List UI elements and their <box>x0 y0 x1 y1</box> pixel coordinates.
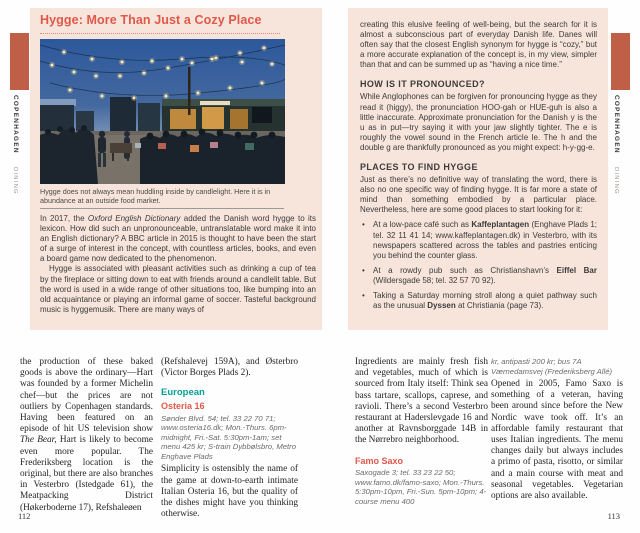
item-text: (Wildersgade 58; tel. 32 57 70 92). <box>373 275 496 285</box>
right-page-column-2 <box>491 357 623 502</box>
venue-name: Kaffeplantagen <box>471 220 530 230</box>
caption-rule <box>40 208 284 209</box>
left-tab-section-label: DINING <box>12 167 18 196</box>
title-dotted-rule <box>40 33 280 34</box>
hygge-places-list <box>360 220 597 311</box>
body-paragraph: (Refshalevej 159A), and Østerbro (Victor Borges Plads 2). <box>161 357 298 379</box>
item-text: (Enghave Plads 1; tel. 32 11 41 14; www.kaffeplantagen.dk) in Vesterbro, with its newspapers scattered across the tables and pastries enticing you behind the counter glass. <box>373 220 597 260</box>
list-item <box>360 220 597 260</box>
paragraph-text: In 2017, the <box>40 214 88 223</box>
feature-photo <box>40 39 285 184</box>
photo-caption: Hygge does not always mean huddling inside by candlelight. Here it is in abundance at an outside food market. <box>40 187 271 206</box>
body-paragraph: Opened in 2005, Famo Saxo is something of a veteran, having been around since before the New Nordic wave took off. It’s an affordable family restaurant that uses Italian ingredients. The menu changes daily but always includes a primo of pasta, risotto, or similar and a main course with meat and seasonal vegetables. Vegetarian options are also available. <box>491 379 623 502</box>
left-chapter-tab-labels <box>7 95 23 196</box>
places-intro-paragraph: Just as there’s no definitive way of translating the word, there is also no one specific way of finding hygge. It is far more a state of mind than something embodied by a particular place. Nevertheless, here are some good places to start looking for it: <box>360 175 597 215</box>
list-item <box>360 266 597 286</box>
bullet-dot-icon: • <box>362 265 365 275</box>
list-item-text <box>373 291 597 311</box>
item-text: at Christiania (page 73). <box>455 301 544 311</box>
list-item <box>360 291 597 311</box>
paragraph-text: Hart is likely to become even more popular. The Frederiksberg location is the original, but there are also branches in Vesterbro (Istedgade 61), the Meatpacking District (Høkerboderne 17), Refshaleøen <box>20 435 153 513</box>
listing-details-continued: kr, antipasti 200 kr; bus 7A Værnedamsvej (Frederiksberg Allé) <box>491 357 613 376</box>
listing-name: Famo Saxo <box>355 455 404 466</box>
italic-book-title: Oxford English Dictionary <box>87 214 181 223</box>
hygge-feature-box-right <box>348 8 608 330</box>
venue-name: Dyssen <box>427 301 456 311</box>
pronunciation-heading: HOW IS IT PRONOUNCED? <box>360 79 485 90</box>
feature-title: Hygge: More Than Just a Cozy Place <box>40 13 262 27</box>
places-heading: PLACES TO FIND HYGGE <box>360 162 478 173</box>
bullet-dot-icon: • <box>362 290 365 300</box>
left-chapter-tab-marker <box>10 33 29 90</box>
listing-name: Osteria 16 <box>161 401 205 412</box>
feature-continued-text <box>360 20 597 316</box>
italic-show-title: The Bear, <box>20 435 57 446</box>
list-item-text <box>373 220 597 260</box>
pronunciation-paragraph: While Anglophones can be forgiven for pronouncing hygge as they read it (higgy), the pronunciation HOO-gah or HUE-guh is also a little inaccurate. Approximate pronunciation for the Danish y is the u as in put—try saying it with your jaw slightly tighter. The e is roughly the vowel sound in the French article le. The h and the double g are thankfully pronounced as you might expect: h-y-gg-e. <box>360 92 597 152</box>
venue-name: Eiffel Bar <box>556 265 597 275</box>
body-paragraph <box>20 357 153 514</box>
listing-details: Sønder Blvd. 54; tel. 33 22 70 71; www.osteria16.dk; Mon.-Thurs. 6pm-midnight, Fri.-Sat. 5:30pm-1am; set menu 425 kr; S-train Dybbølsbro, Metro Enghave Plads <box>161 413 297 461</box>
item-text: At a rowdy pub such as Christianshavn’s <box>373 265 557 275</box>
right-chapter-tab-labels <box>608 95 624 196</box>
left-page-column-1 <box>20 357 153 514</box>
category-heading: European <box>161 387 205 399</box>
left-page-column-2 <box>161 357 298 520</box>
body-paragraph: Simplicity is ostensibly the name of the game at down-to-earth intimate Italian Osteria 16, but the quality of the dishes might have you thinking otherwise. <box>161 464 298 520</box>
feature-intro-text <box>40 214 316 315</box>
listing-details: Saxogade 3; tel. 33 23 22 50; www.famo.dk/famo-saxo; Mon.-Thurs. 5:30pm-10pm, Fri.-Sun. 5pm-10pm; 4-course menu 400 <box>355 468 487 506</box>
right-page-column-1 <box>355 357 488 506</box>
right-chapter-tab-marker <box>611 33 630 90</box>
paragraph-text: the production of these baked goods is above the ordinary—Hart was founded by a former Michelin chef—but the prices are not outliers by Copenhagen standards. Having been featured on an episode of hit US television show <box>20 357 153 435</box>
paragraph-text: added the Danish word hygge to its lexicon. How did such an unpronounceable, untranslatable word make it into an English dictionary? A BBC article in 2015 is thought to have been the start of a surge of interest in the concept, with countless articles, books, and even a board game now dedicated to the phenomenon. <box>40 214 316 264</box>
feature-paragraph-1 <box>40 214 316 264</box>
left-tab-region-label: COPENHAGEN <box>12 95 19 154</box>
item-text: At a low-pace café such as <box>373 220 472 230</box>
list-item-text <box>373 266 597 286</box>
bullet-dot-icon: • <box>362 220 365 230</box>
right-page-number: 113 <box>607 511 620 521</box>
feature-paragraph-2: Hygge is associated with pleasant activities such as drinking a cup of tea by the fireplace or sitting down to eat with friends around a candlelit table. But the word is used in a wide range of other situations too, like bumping into an old acquaintance or playing an informal game of soccer. Tasteful background music is hyggemusik. There are many ways of <box>40 264 316 314</box>
left-page-number: 112 <box>18 511 31 521</box>
hygge-feature-box-left <box>30 8 322 330</box>
item-text: Taking a Saturday morning stroll along a quiet pathway such as the unusual <box>373 290 597 311</box>
right-tab-section-label: DINING <box>613 167 619 196</box>
feature-paragraph-3: creating this elusive feeling of well-being, but the search for it is almost a subconscious part of everyday Danish life. Danes will often say that the closest English synonym for hygge is “cozy,” but a more accurate explanation of the concept is, in my view, simpler than that and can be summed up as “having a nice time.” <box>360 20 597 70</box>
body-paragraph: Ingredients are mainly fresh fish and vegetables, much of which is sourced from Italy itself: Think sea bass tartare, scallops, caprese, and ravioli. There’s a second Vesterbro restaurant at Haderslevgade 16 and another at Ravnsborggade 14B in the Nørrebro neighborhood. <box>355 357 488 446</box>
right-tab-region-label: COPENHAGEN <box>613 95 620 154</box>
